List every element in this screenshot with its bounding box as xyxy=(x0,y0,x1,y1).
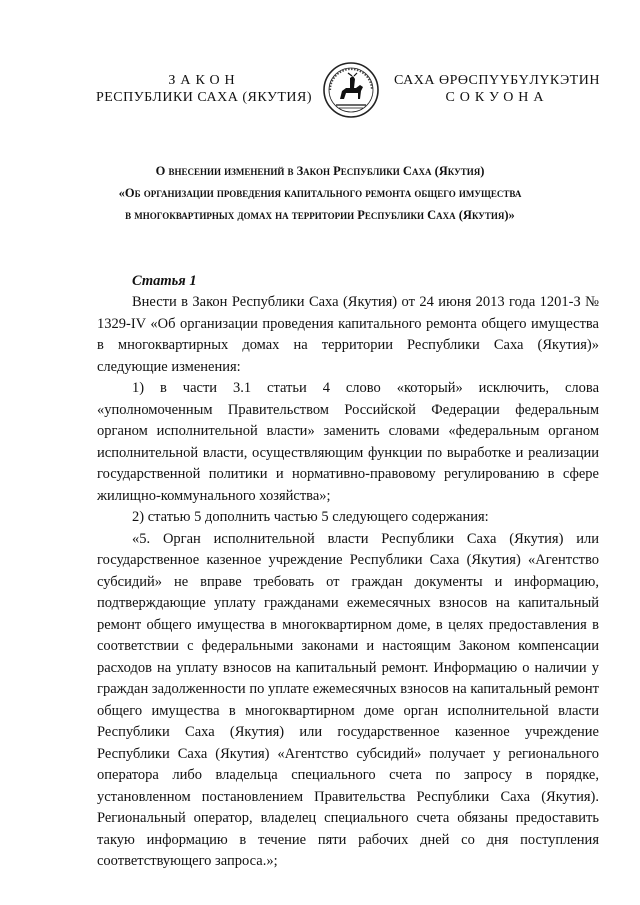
paragraph-quoted-part-5: «5. Орган исполнительной власти Республики Саха (Якутия) или государственное казенное учреждение Республики Саха (Якутия) «Агентство субсидий» не вправе требовать от граждан документы и информацию, подтверждающие уплату гражданами ежемесячных взносов на капитальный ремонт общего имущества в многоквартирном доме, в целях предоставления в соответствии с федеральными законами и настоящим Законом компенсации расходов на уплату взносов на капитальный ремонт. Информацию о наличии у граждан задолженности по уплате ежемесячных взносов на капитальный ремонт общего имущества в многоквартирном доме орган исполнительной власти Республики Саха (Якутия) или государственное казенное учреждение Республики Саха (Якутия) «Агентство субсидий» получает у регионального оператора либо владельца специального счета по запросу в порядке, установленном постановлением Правительства Республики Саха (Якутия). Региональный оператор, владелец специального счета обязаны предоставить такую информацию в течение пяти рабочих дней со дня поступления соответствующего запроса.»; xyxy=(97,530,599,869)
title-line-3: в многоквартирных домах на территории Республики Саха (Якутия)» xyxy=(125,208,515,222)
article-body xyxy=(97,292,599,873)
paragraph-item-2: 2) статью 5 дополнить частью 5 следующего содержания: xyxy=(132,509,489,525)
header-right-republic: САХА ӨРӨСПҮҮБҮЛҮКЭТИН xyxy=(394,73,600,88)
title-line-2: «Об организации проведения капитального ремонта общего имущества xyxy=(118,186,522,200)
article-heading: Статья 1 xyxy=(132,273,197,289)
header-right xyxy=(382,72,612,106)
sakha-coat-of-arms-icon xyxy=(322,61,380,119)
header-left-republic: РЕСПУБЛИКИ САХА (ЯКУТИЯ) xyxy=(95,90,313,105)
paragraph-item-1: 1) в части 3.1 статьи 4 слово «который» исключить, слова «уполномоченным Правительством Российской Федерации федеральным органом исполнительной власти» заменить словами «федеральным органом исполнительной власти, осуществляющим функции по выработке и реализации государственной политики и нормативно-правовому регулированию в сфере жилищно-коммунального хозяйства»; xyxy=(97,380,599,504)
header-left-law: ЗАКОН xyxy=(168,73,240,88)
document-title xyxy=(60,160,580,226)
paragraph-intro: Внести в Закон Республики Саха (Якутия) от 24 июня 2013 года 1201-З № 1329-IV «Об организации проведения капитального ремонта общего имущества в многоквартирных домах на территории Республики Саха (Якутия)» следующие изменения: xyxy=(97,294,599,375)
title-line-1: О внесении изменений в Закон Республики Саха (Якутия) xyxy=(155,164,485,178)
header-right-law: СОКУОНА xyxy=(445,90,549,105)
header-left xyxy=(88,72,320,106)
